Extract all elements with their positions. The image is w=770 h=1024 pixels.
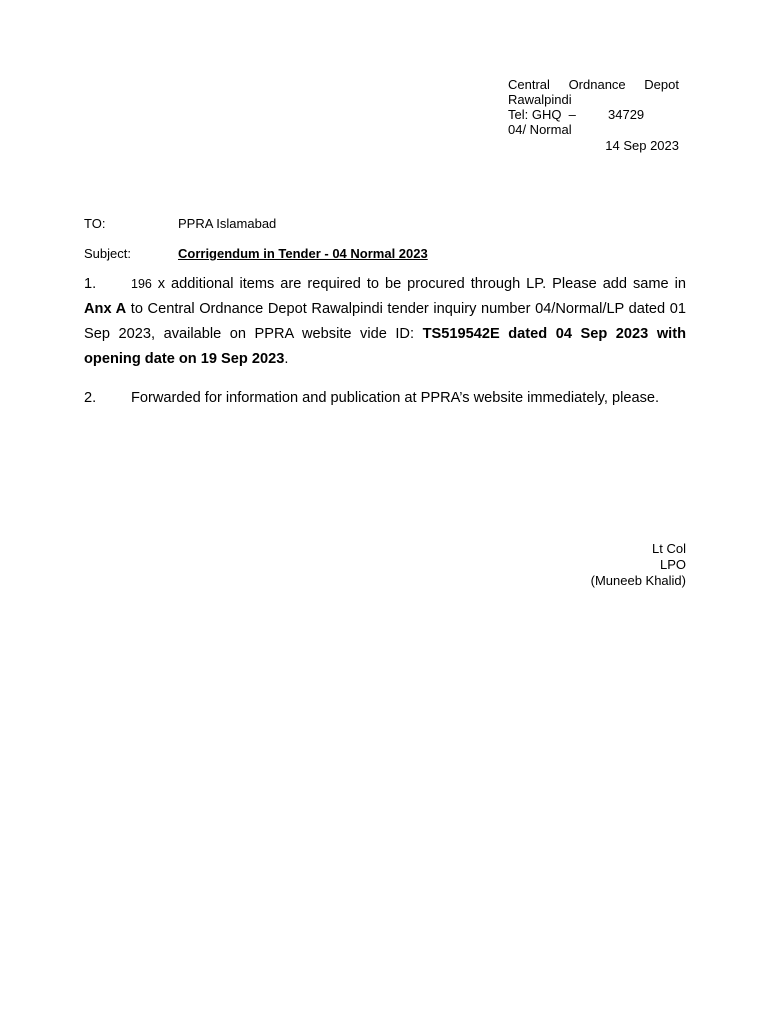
paragraph-text: to Central Ordnance Depot Rawalpindi tender inquiry number 04/Normal/LP dated 01 Sep 2023, available on PPRA website vide ID: bbox=[84, 301, 686, 342]
addressee-name: PPRA Islamabad bbox=[178, 216, 277, 231]
telephone-extension: 34729 bbox=[608, 107, 645, 122]
organization-name bbox=[508, 77, 679, 92]
signature-block bbox=[591, 541, 686, 589]
paragraph-number: 2. bbox=[84, 390, 97, 406]
organization-city: Rawalpindi bbox=[508, 92, 572, 107]
paragraph-number: 1. bbox=[84, 276, 97, 292]
paragraph-end: . bbox=[284, 351, 289, 367]
file-reference: 04/ Normal bbox=[508, 122, 572, 137]
item-quantity: 196 bbox=[131, 277, 152, 291]
signatory-appointment: LPO bbox=[659, 557, 686, 572]
telephone-label: Tel: GHQ – bbox=[508, 107, 576, 122]
signatory-name: (Muneeb Khalid) bbox=[590, 573, 686, 588]
signatory-rank: Lt Col bbox=[652, 541, 686, 556]
letter-date: 14 Sep 2023 bbox=[605, 138, 679, 153]
organization-word: Ordnance bbox=[568, 77, 626, 92]
paragraph-text: Forwarded for information and publication at PPRA’s website immediately, please. bbox=[131, 390, 660, 406]
paragraph-text: x additional items are required to be procured through LP. Please add same in bbox=[151, 276, 686, 292]
annex-reference: Anx A bbox=[84, 301, 127, 317]
to-label: TO: bbox=[84, 216, 106, 231]
addressee-row bbox=[84, 216, 276, 231]
letterhead-block bbox=[508, 77, 679, 153]
subject-row bbox=[84, 246, 428, 261]
paragraph-2 bbox=[84, 389, 686, 408]
paragraph-1 bbox=[84, 272, 686, 372]
organization-word: Depot bbox=[644, 77, 679, 92]
subject-text: Corrigendum in Tender - 04 Normal 2023 bbox=[178, 246, 428, 261]
organization-word: Central bbox=[508, 77, 550, 92]
telephone-line bbox=[508, 107, 679, 122]
subject-label: Subject: bbox=[84, 246, 131, 261]
tender-reference: TS519542E dated 04 Sep 2023 with opening date on 19 Sep 2023 bbox=[84, 326, 686, 367]
